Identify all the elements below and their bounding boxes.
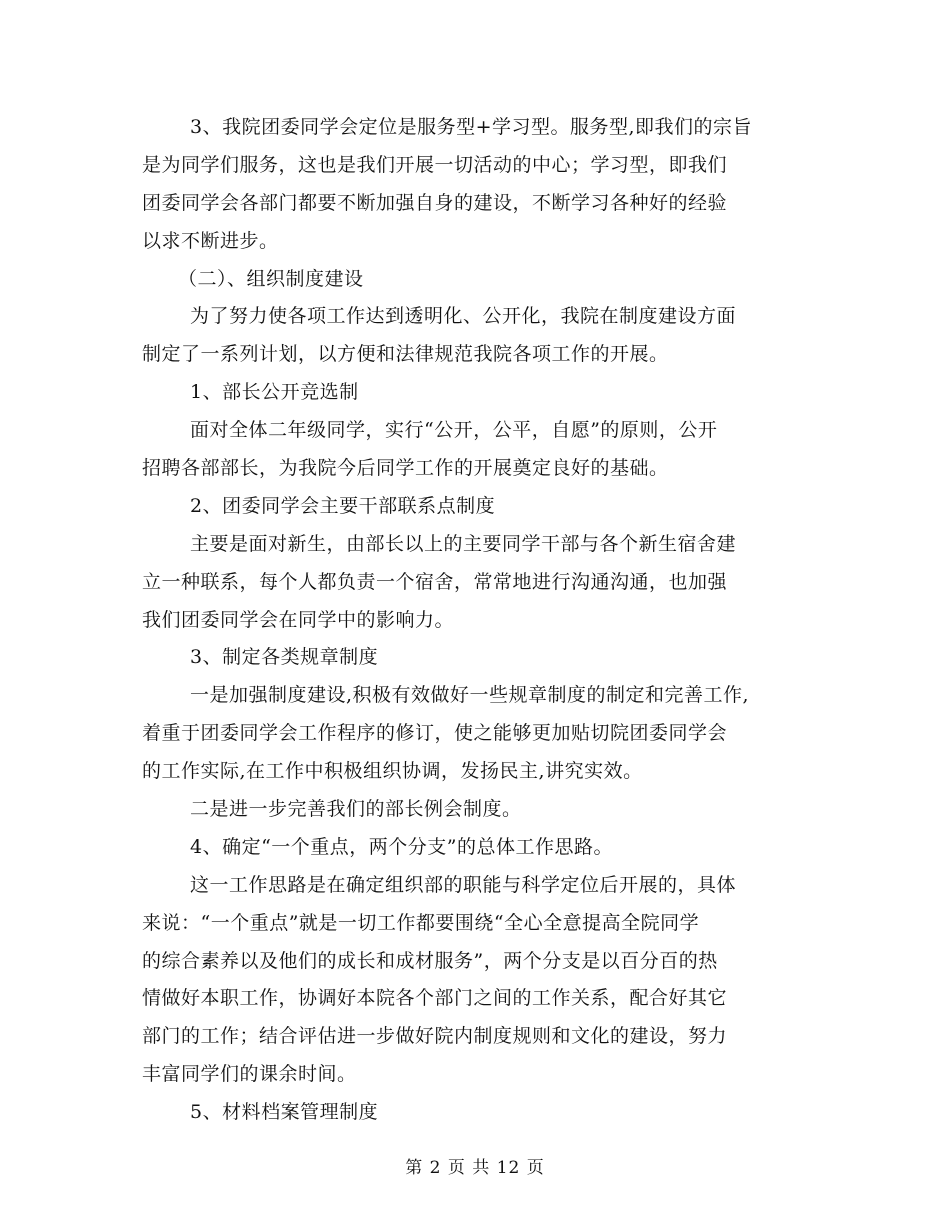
subsection-heading: 4、确定“一个重点，两个分支”的总体工作思路。 xyxy=(190,835,614,858)
paragraph-line: 一是加强制度建设,积极有效做好一些规章制度的制定和完善工作, xyxy=(190,684,750,707)
paragraph-line: 我们团委同学会在同学中的影响力。 xyxy=(142,608,455,631)
paragraph-line: 部门的工作；结合评估进一步做好院内制度规则和文化的建设，努力 xyxy=(142,1025,728,1048)
paragraph-line: 丰富同学们的课余时间。 xyxy=(142,1063,357,1086)
paragraph-line: 来说：“一个重点”就是一切工作都要围绕“全心全意提高全院同学 xyxy=(142,911,700,934)
section-heading: （二）、组织制度建设 xyxy=(178,267,364,290)
paragraph-line: 为了努力使各项工作达到透明化、公开化，我院在制度建设方面 xyxy=(190,305,737,328)
paragraph-line: 着重于团委同学会工作程序的修订，使之能够更加贴切院团委同学会 xyxy=(142,722,728,745)
paragraph-line: 立一种联系，每个人都负责一个宿舍，常常地进行沟通沟通，也加强 xyxy=(142,570,728,593)
page-number-footer: 第 2 页 共 12 页 xyxy=(405,1158,545,1178)
paragraph-line: 的工作实际,在工作中积极组织协调，发扬民主,讲究实效。 xyxy=(142,760,643,783)
paragraph-line: 二是进一步完善我们的部长例会制度。 xyxy=(190,798,522,821)
paragraph-line: 主要是面对新生，由部长以上的主要同学干部与各个新生宿舍建 xyxy=(190,532,737,555)
paragraph-line: 制定了一系列计划，以方便和法律规范我院各项工作的开展。 xyxy=(142,343,669,366)
paragraph-line: 这一工作思路是在确定组织部的职能与科学定位后开展的，具体 xyxy=(190,873,737,896)
paragraph-line: 情做好本职工作，协调好本院各个部门之间的工作关系，配合好其它 xyxy=(142,987,728,1010)
subsection-heading: 5、材料档案管理制度 xyxy=(190,1101,379,1124)
subsection-heading: 1、部长公开竞选制 xyxy=(190,381,359,404)
paragraph-line: 3、我院团委同学会定位是服务型+学习型。服务型,即我们的宗旨 xyxy=(190,116,753,138)
paragraph-line: 的综合素养以及他们的成长和成材服务”，两个分支是以百分百的热 xyxy=(142,949,718,972)
document-body xyxy=(142,109,802,1132)
subsection-heading: 3、制定各类规章制度 xyxy=(190,646,379,669)
paragraph-line: 以求不断进步。 xyxy=(142,229,279,252)
paragraph-line: 是为同学们服务，这也是我们开展一切活动的中心；学习型，即我们 xyxy=(142,153,728,176)
paragraph-line: 招聘各部部长，为我院今后同学工作的开展奠定良好的基础。 xyxy=(142,457,669,480)
paragraph-line: 团委同学会各部门都要不断加强自身的建设，不断学习各种好的经验 xyxy=(142,191,728,214)
paragraph-line: 面对全体二年级同学，实行“公开，公平，自愿”的原则，公开 xyxy=(190,419,718,442)
subsection-heading: 2、团委同学会主要干部联系点制度 xyxy=(190,494,496,517)
